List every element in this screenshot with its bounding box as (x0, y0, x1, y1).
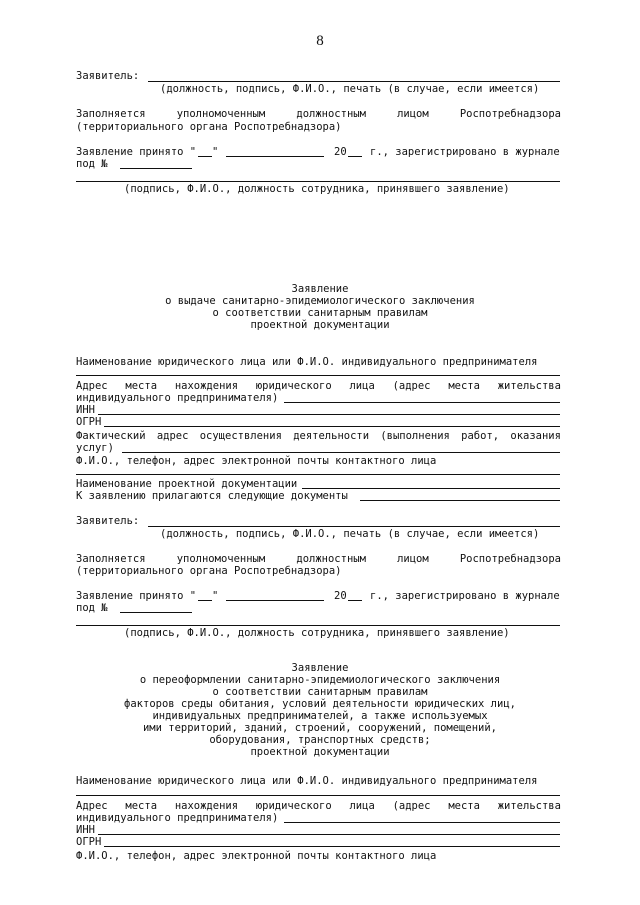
form1-applicant-label: Заявитель: (76, 515, 140, 527)
filled-by-word: лицом (397, 108, 429, 120)
filled-by-word: уполномоченным (176, 108, 266, 120)
form1-filled-by-line2: (территориального органа Роспотребнадзора) (76, 565, 342, 577)
form1-ogrn-field[interactable] (104, 426, 560, 427)
applicant-hint: (должность, подпись, Ф.И.О., печать (в случае, если имеется) (160, 83, 540, 95)
form1-project-docs-field[interactable] (302, 488, 560, 489)
form2-contact-label: Ф.И.О., телефон, адрес электронной почты контактного лица (76, 850, 437, 862)
form2-title-line: оборудования, транспортных средств; (209, 734, 431, 746)
address-word: нахождения (174, 380, 239, 392)
filled-by-word: Роспотребнадзора (459, 553, 561, 565)
actual-address-word: работ, (461, 430, 500, 442)
form1-signature-field[interactable] (76, 625, 560, 626)
form1-applicant-hint: (должность, подпись, Ф.И.О., печать (в случае, если имеется) (160, 528, 540, 540)
number-label: под № (76, 158, 108, 170)
actual-address-word: (выполнения (380, 430, 450, 442)
form1-attached-label: К заявлению прилагаются следующие документы (76, 490, 348, 502)
actual-address-word: деятельности (293, 430, 370, 442)
form1-filled-by-line (76, 553, 561, 565)
form2-title-line: проектной документации (250, 746, 390, 758)
form2-title-line: индивидуальных предпринимателей, а также используемых (152, 710, 488, 722)
signature-field[interactable] (76, 181, 560, 182)
filled-by-word: должностным (296, 108, 366, 120)
form2-address-line2: индивидуального предпринимателя) (76, 812, 279, 824)
form1-accepted-suffix: г., зарегистрировано в журнале (370, 590, 560, 602)
form1-address-line2: индивидуального предпринимателя) (76, 392, 279, 404)
form1-project-docs-label: Наименование проектной документации (76, 478, 298, 490)
form2-address-field[interactable] (284, 822, 560, 823)
filled-by-word: Заполняется (76, 108, 146, 120)
actual-address-word: осуществления (199, 430, 282, 442)
actual-address-word: адрес (156, 430, 189, 442)
form1-actual-address-line2: услуг) (76, 442, 114, 454)
address-word: лица (349, 380, 375, 392)
accepted-suffix: г., зарегистрировано в журнале (370, 146, 560, 158)
form1-address-field[interactable] (284, 402, 560, 403)
form2-title-line: ими территорий, зданий, строений, сооружений, помещений, (142, 722, 497, 734)
form1-inn-label: ИНН (76, 404, 95, 416)
form1-ogrn-label: ОГРН (76, 416, 102, 428)
address-word: юридического (255, 800, 332, 812)
form1-contact-label: Ф.И.О., телефон, адрес электронной почты контактного лица (76, 455, 437, 467)
form1-actual-address-line (76, 430, 561, 442)
form1-accepted-month-field[interactable] (226, 600, 324, 601)
form2-title-line: о переоформлении санитарно-эпидемиологического заключения (139, 674, 501, 686)
form1-accepted-quote-close: " (212, 590, 219, 602)
actual-address-word: Фактический (76, 430, 146, 442)
form1-name-field[interactable] (76, 375, 560, 376)
filled-by-word: должностным (296, 553, 366, 565)
filled-by-word: Заполняется (76, 553, 146, 565)
form1-number-label: под № (76, 602, 108, 614)
address-word: юридического (255, 380, 332, 392)
form1-name-label: Наименование юридического лица или Ф.И.О. индивидуального предпринимателя (76, 356, 538, 368)
address-word: нахождения (174, 800, 239, 812)
filled-by-line2: (территориального органа Роспотребнадзора) (76, 121, 342, 133)
form2-title-line: Заявление (291, 662, 349, 674)
accepted-year-field[interactable] (348, 156, 362, 157)
form1-address-line (76, 380, 561, 392)
address-word: Адрес (76, 800, 108, 812)
filled-by-word: Роспотребнадзора (459, 108, 561, 120)
form1-accepted-day-field[interactable] (198, 600, 212, 601)
address-word: лица (349, 800, 375, 812)
page-number: 8 (316, 33, 324, 49)
address-word: места (125, 380, 158, 392)
actual-address-word: оказания (510, 430, 561, 442)
form1-title-line: о выдаче санитарно-эпидемиологического заключения (165, 295, 475, 307)
filled-by-line (76, 108, 561, 120)
accepted-day-field[interactable] (198, 156, 212, 157)
form2-ogrn-label: ОГРН (76, 836, 102, 848)
form1-accepted-year-field[interactable] (348, 600, 362, 601)
form1-inn-field[interactable] (98, 414, 560, 415)
form2-title-line: о соответствии санитарным правилам (212, 686, 428, 698)
applicant-label: Заявитель: (76, 70, 140, 82)
address-word: (адрес (392, 380, 431, 392)
address-word: места (448, 800, 480, 812)
address-word: места (448, 380, 480, 392)
applicant-signature-field[interactable] (148, 81, 560, 82)
form1-actual-address-field[interactable] (122, 452, 560, 453)
form2-ogrn-field[interactable] (104, 846, 560, 847)
accepted-year: 20 (334, 146, 347, 158)
form2-address-line (76, 800, 561, 812)
form1-title-line: проектной документации (250, 319, 390, 331)
address-word: Адрес (76, 380, 108, 392)
accepted-quote-close: " (212, 146, 219, 158)
form2-inn-field[interactable] (98, 834, 560, 835)
signature-hint: (подпись, Ф.И.О., должность сотрудника, принявшего заявление) (124, 183, 510, 195)
form1-attached-field[interactable] (360, 500, 560, 501)
address-word: (адрес (392, 800, 431, 812)
form1-signature-hint: (подпись, Ф.И.О., должность сотрудника, принявшего заявление) (124, 627, 510, 639)
address-word: жительства (497, 800, 561, 812)
address-word: жительства (497, 380, 561, 392)
form1-accepted-prefix: Заявление принято " (76, 590, 197, 602)
form1-title-line: Заявление (291, 283, 349, 295)
filled-by-word: уполномоченным (176, 553, 266, 565)
filled-by-word: лицом (397, 553, 429, 565)
form1-contact-field[interactable] (76, 474, 560, 475)
form1-number-field[interactable] (120, 612, 192, 613)
form2-name-label: Наименование юридического лица или Ф.И.О. индивидуального предпринимателя (76, 775, 538, 787)
form2-name-field[interactable] (76, 795, 560, 796)
accepted-prefix: Заявление принято " (76, 146, 197, 158)
number-field[interactable] (120, 168, 192, 169)
accepted-month-field[interactable] (226, 156, 324, 157)
form1-accepted-year: 20 (334, 590, 347, 602)
form1-applicant-signature-field[interactable] (148, 526, 560, 527)
form1-title-line: о соответствии санитарным правилам (212, 307, 428, 319)
address-word: места (125, 800, 158, 812)
form2-inn-label: ИНН (76, 824, 95, 836)
form2-title-line: факторов среды обитания, условий деятельности юридических лиц, (124, 698, 516, 710)
